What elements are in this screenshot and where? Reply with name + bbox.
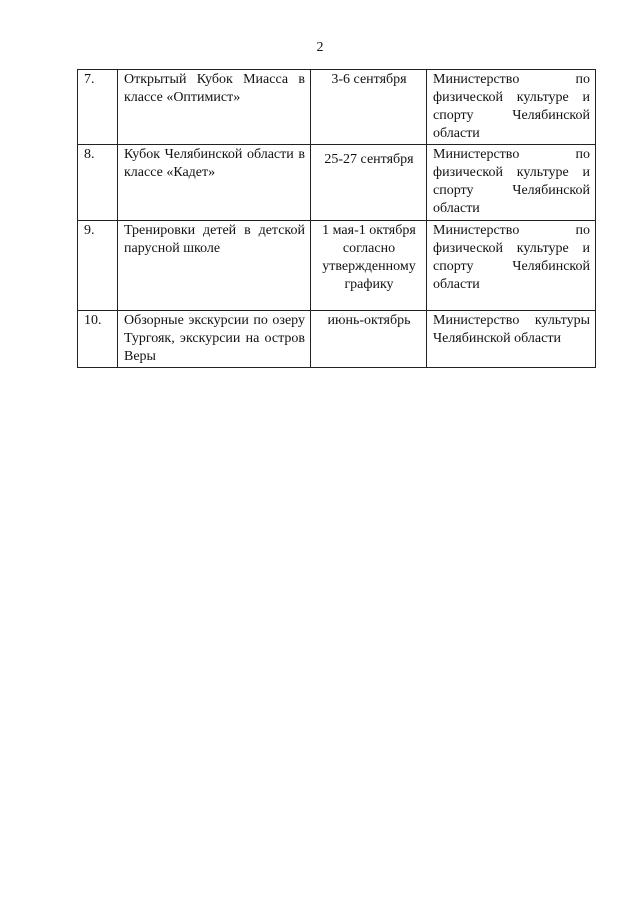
table-row [78,70,596,145]
event-name: Тренировки детей в детской парусной школе [118,221,311,311]
row-number: 9. [78,221,118,311]
event-dates: 1 мая-1 октября согласно утвержденному графику [311,221,427,311]
page-number: 2 [316,40,324,55]
responsible-organization: Министерство по физической культуре и спорту Челябинской области [427,145,596,221]
row-number: 7. [78,70,118,145]
event-dates: 3-6 сентября [311,70,427,145]
responsible-organization: Министерство культуры Челябинской области [427,311,596,368]
row-number: 8. [78,145,118,221]
responsible-organization: Министерство по физической культуре и спорту Челябинской области [427,221,596,311]
event-dates: 25-27 сентября [311,145,427,221]
event-dates: июнь-октябрь [311,311,427,368]
event-name: Открытый Кубок Миасса в классе «Оптимист» [118,70,311,145]
events-table [77,69,596,368]
responsible-organization: Министерство по физической культуре и спорту Челябинской области [427,70,596,145]
table-row [78,145,596,221]
event-name: Обзорные экскурсии по озеру Тургояк, экскурсии на остров Веры [118,311,311,368]
event-name: Кубок Челябинской области в классе «Кадет» [118,145,311,221]
table-row [78,221,596,311]
table-row [78,311,596,368]
row-number: 10. [78,311,118,368]
